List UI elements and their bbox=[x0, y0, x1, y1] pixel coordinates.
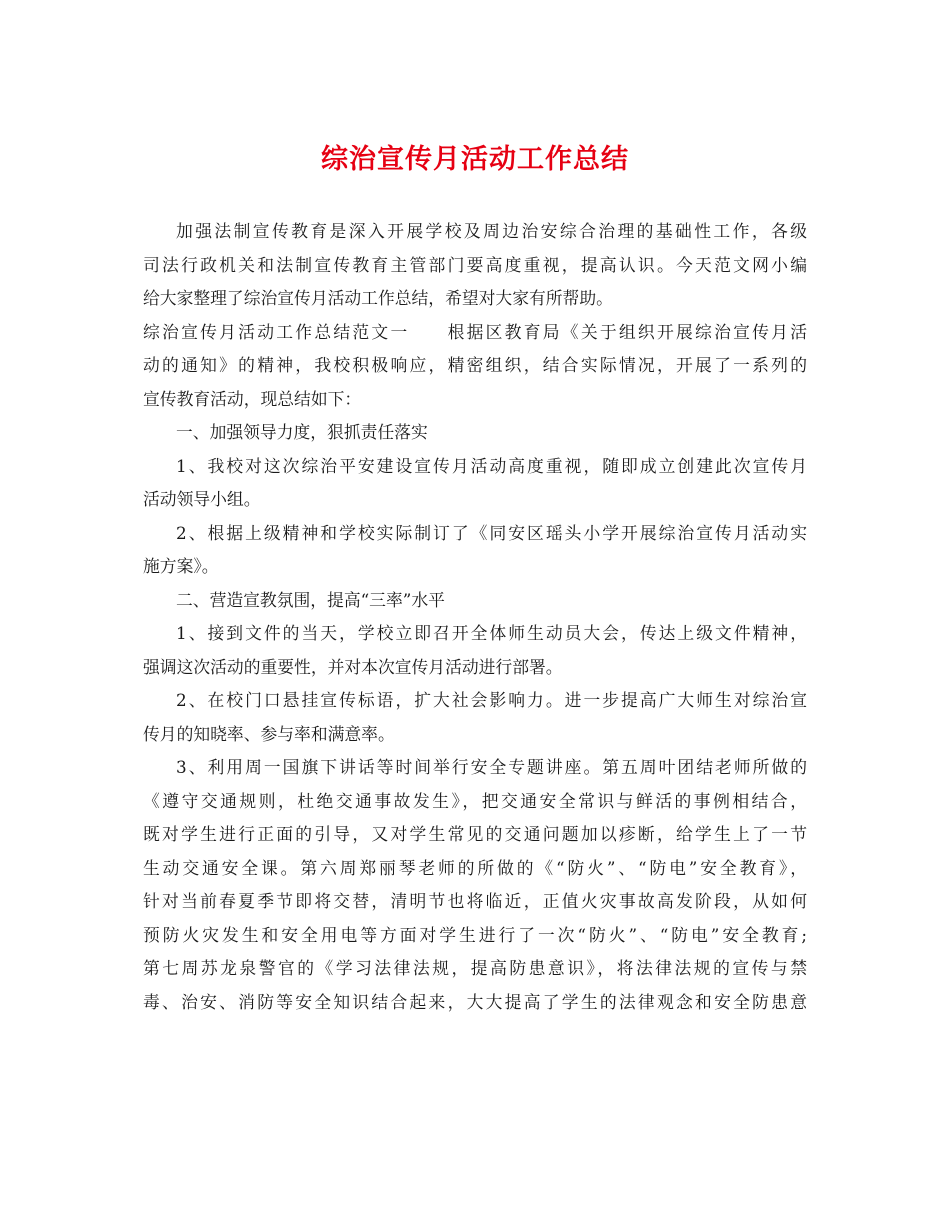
text-line: 综治宣传月活动工作总结范文一 根据区教育局《关于组织开展综治宣传月活 bbox=[143, 321, 807, 342]
text-line: 传月的知晓率、参与率和满意率。 bbox=[143, 723, 395, 744]
text-line: 司法行政机关和法制宣传教育主管部门要高度重视，提高认识。今天范文网小编 bbox=[143, 254, 807, 275]
text-line: 2、在校门口悬挂宣传标语，扩大社会影响力。进一步提高广大师生对综治宣 bbox=[176, 690, 807, 710]
text-line: 2、根据上级精神和学校实际制订了《同安区瑶头小学开展综治宣传月活动实 bbox=[176, 522, 807, 543]
text-line: 预防火灾发生和安全用电等方面对学生进行了一次“防火”、“防电”安全教育; bbox=[143, 924, 807, 945]
text-line: 1、我校对这次综治平安建设宣传月活动高度重视，随即成立创建此次宣传月 bbox=[176, 455, 807, 476]
text-line: 宣传教育活动，现总结如下： bbox=[143, 388, 362, 409]
text-line: 既对学生进行正面的引导，又对学生常见的交通问题加以疹断，给学生上了一节 bbox=[143, 824, 807, 844]
text-line: 毒、治安、消防等安全知识结合起来，大大提高了学生的法律观念和安全防患意 bbox=[143, 991, 807, 1012]
text-line: 第七周苏龙泉警官的《学习法律法规，提高防患意识》，将法律法规的宣传与禁 bbox=[143, 958, 807, 978]
text-line: 1、接到文件的当天，学校立即召开全体师生动员大会，传达上级文件精神， bbox=[176, 623, 807, 643]
text-line: 针对当前春夏季节即将交替，清明节也将临近，正值火灾事故高发阶段，从如何 bbox=[143, 891, 807, 911]
text-line: 施方案》。 bbox=[143, 556, 219, 576]
text-line: 《遵守交通规则，杜绝交通事故发生》，把交通安全常识与鲜活的事例相结合， bbox=[143, 790, 807, 811]
text-line: 给大家整理了综治宣传月活动工作总结，希望对大家有所帮助。 bbox=[143, 288, 613, 308]
text-line: 活动领导小组。 bbox=[143, 489, 261, 509]
text-line: 3、利用周一国旗下讲话等时间举行安全专题讲座。第五周叶团结老师所做的 bbox=[176, 757, 807, 777]
text-line: 加强法制宣传教育是深入开展学校及周边治安综合治理的基础性工作，各级 bbox=[176, 221, 807, 241]
text-line: 一、加强领导力度，狠抓责任落实 bbox=[176, 422, 428, 442]
text-line: 二、营造宣教氛围，提高“三率”水平 bbox=[176, 589, 445, 610]
document-title: 综治宣传月活动工作总结 bbox=[321, 144, 629, 175]
text-line: 动的通知》的精神，我校积极响应，精密组织，结合实际情况，开展了一系列的 bbox=[143, 355, 807, 375]
document-body bbox=[143, 215, 807, 1019]
text-line: 强调这次活动的重要性，并对本次宣传月活动进行部署。 bbox=[143, 656, 563, 677]
text-line: 生动交通安全课。第六周郑丽琴老师的所做的《“防火”、“防电”安全教育》， bbox=[143, 857, 807, 878]
